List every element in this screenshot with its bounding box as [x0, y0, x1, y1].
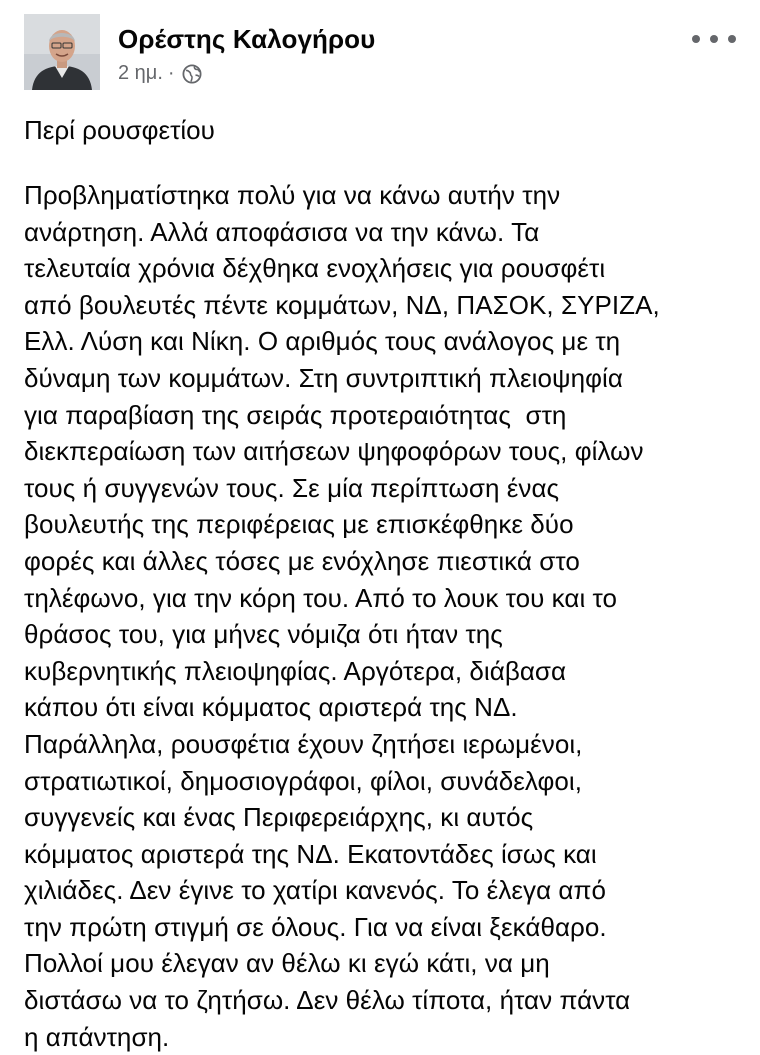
post-body-line: την πρώτη στιγμή σε όλους. Για να είναι ξεκάθαρο. — [24, 911, 607, 942]
post-body-line: η απάντηση. — [24, 1021, 170, 1052]
post-timestamp[interactable]: 2 ημ. — [118, 62, 163, 84]
post-body-line: τους ή συγγενών τους. Σε μία περίπτωση ένας — [24, 472, 560, 503]
more-dot-icon — [692, 35, 700, 43]
post-body-line: Πολλοί μου έλεγαν αν θέλω κι εγώ κάτι, να μη — [24, 948, 550, 979]
post-body-line: θράσος του, για μήνες νόμιζα ότι ήταν της — [24, 619, 503, 650]
post-body-line: συγγενείς και ένας Περιφερειάρχης, κι αυτός — [24, 802, 534, 833]
more-dot-icon — [728, 35, 736, 43]
post-body-line: δύναμη των κομμάτων. Στη συντριπτική πλειοψηφία — [24, 362, 623, 393]
meta-separator: · — [167, 62, 175, 84]
post-body-line: κάπου ότι είναι κόμματος αριστερά της ΝΔ. — [24, 692, 518, 723]
post-body-line: για παραβίαση της σειράς προτεραιότητας στη — [24, 399, 567, 430]
post-meta — [118, 62, 202, 85]
globe-icon[interactable] — [182, 64, 202, 84]
post-body-line: τελευταία χρόνια δέχθηκα ενοχλήσεις για ρουσφέτι — [24, 253, 606, 284]
avatar[interactable] — [24, 14, 100, 90]
post-body-line: κυβερνητικής πλειοψηφίας. Αργότερα, διάβασα — [24, 655, 567, 686]
post-body-line: ανάρτηση. Αλλά αποφάσισα να την κάνω. Τα — [24, 216, 540, 247]
post-body-line: στρατιωτικοί, δημοσιογράφοι, φίλοι, συνάδελφοι, — [24, 765, 583, 796]
post-body-line: διεκπεραίωση των αιτήσεων ψηφοφόρων τους, φίλων — [24, 436, 644, 467]
more-options-icon[interactable] — [692, 24, 736, 54]
post-body-line: Ελλ. Λύση και Νίκη. Ο αριθμός τους ανάλογος με τη — [24, 326, 621, 357]
post-body-line: από βουλευτές πέντε κομμάτων, ΝΔ, ΠΑΣΟΚ, ΣΥΡΙΖΑ, — [24, 289, 660, 320]
post-header — [24, 14, 736, 94]
post-title: Περί ρουσφετίου — [24, 115, 215, 145]
post-body-line: Παράλληλα, ρουσφέτια έχουν ζητήσει ιερωμένοι, — [24, 728, 583, 759]
profile-photo — [24, 14, 100, 90]
post-body-line: χιλιάδες. Δεν έγινε το χατίρι κανενός. Το έλεγα από — [24, 875, 607, 906]
post-body-line: κόμματος αριστερά της ΝΔ. Εκατοντάδες ίσως και — [24, 838, 597, 869]
post-body-line: βουλευτής της περιφέρειας με επισκέφθηκε δύο — [24, 509, 574, 540]
more-dot-icon — [710, 35, 718, 43]
post-body — [24, 177, 744, 1055]
post-body-line: φορές και άλλες τόσες με ενόχλησε πιεστικά στο — [24, 545, 580, 576]
post-body-line: τηλέφωνο, για την κόρη του. Από το λουκ του και το — [24, 582, 618, 613]
post-body-line: Προβληματίστηκα πολύ για να κάνω αυτήν την — [24, 180, 561, 210]
post-body-line: διστάσω να το ζητήσω. Δεν θέλω τίποτα, ήταν πάντα — [24, 985, 631, 1016]
author-name[interactable]: Ορέστης Καλογήρου — [118, 24, 376, 54]
